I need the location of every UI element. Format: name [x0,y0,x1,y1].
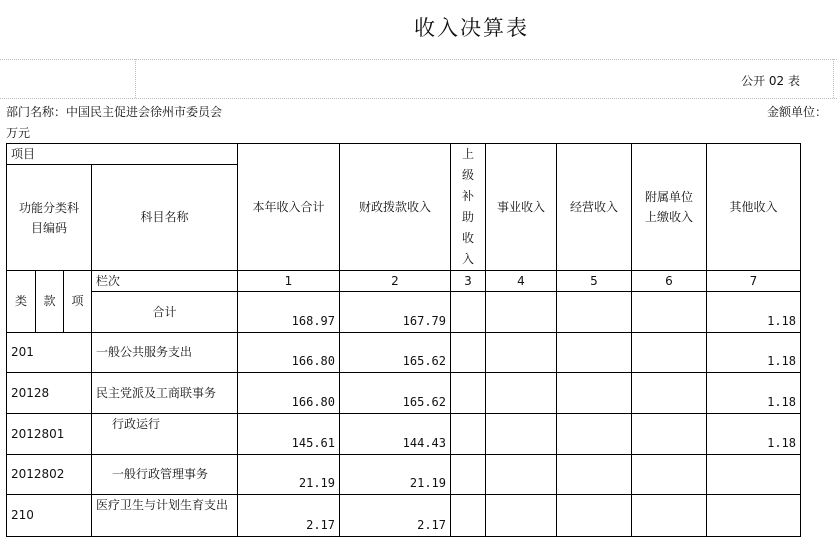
cell-operating [557,333,632,373]
cell-name: 医疗卫生与计划生育支出 [92,495,238,537]
cell-total: 168.97 [238,292,340,333]
cell-other: 1.18 [707,333,801,373]
cell-affiliated [632,414,707,455]
col-number: 5 [557,271,632,292]
cell-fiscal: 21.19 [340,455,451,495]
cell-upper [451,373,486,414]
cell-total: 166.80 [238,333,340,373]
cell-name: 民主党派及工商联事务 [92,373,238,414]
cell-total: 145.61 [238,414,340,455]
header-affiliated-income [632,144,707,271]
cell-other [707,455,801,495]
header-project: 项目 [7,144,238,165]
table-row [7,373,801,414]
cell-operating [557,292,632,333]
cell-business [486,333,557,373]
header-upper-subsidy-text: 上级补助收入 [462,147,475,266]
cell-upper [451,455,486,495]
header-lanci: 栏次 [92,271,238,292]
cell-fiscal: 165.62 [340,373,451,414]
cell-upper [451,495,486,537]
cell-fiscal: 144.43 [340,414,451,455]
header-subject-name: 科目名称 [92,165,238,271]
divider [833,59,834,98]
header-func-code [7,165,92,271]
cell-total: 21.19 [238,455,340,495]
cell-business [486,495,557,537]
table-row [7,414,801,455]
form-number: 公开 02 表 [741,74,800,88]
cell-affiliated [632,373,707,414]
cell-affiliated [632,495,707,537]
income-table [6,143,801,537]
cell-fiscal: 165.62 [340,333,451,373]
header-operating-income: 经营收入 [557,144,632,271]
header-affiliated-text: 附属单位上缴收入 [644,190,693,224]
table-row [7,455,801,495]
header-func-code-text: 功能分类科目编码 [18,200,79,235]
cell-upper [451,414,486,455]
cell-operating [557,373,632,414]
divider [135,59,136,98]
cell-total: 166.80 [238,373,340,414]
cell-affiliated [632,292,707,333]
cell-fiscal: 167.79 [340,292,451,333]
table-row [7,333,801,373]
amount-unit-label: 金额单位： [766,105,827,119]
cell-name: 一般公共服务支出 [92,333,238,373]
header-upper-subsidy [451,144,486,271]
col-number: 1 [238,271,340,292]
department-name: 部门名称：中国民主促进会徐州市委员会 [6,105,223,119]
cell-other: 1.18 [707,292,801,333]
cell-business [486,373,557,414]
col-number: 3 [451,271,486,292]
divider [0,98,837,99]
table-row [7,495,801,537]
amount-unit-value: 万元 [6,126,31,140]
cell-business [486,292,557,333]
cell-fiscal: 2.17 [340,495,451,537]
cell-name: 一般行政管理事务 [92,455,238,495]
cell-code: 2012801 [7,414,92,455]
cell-affiliated [632,455,707,495]
header-fiscal-income: 财政拨款收入 [340,144,451,271]
cell-other [707,495,801,537]
col-number: 6 [632,271,707,292]
cell-code: 20128 [7,373,92,414]
cell-name: 行政运行 [92,414,238,455]
cell-code: 210 [7,495,92,537]
col-number: 2 [340,271,451,292]
cell-affiliated [632,333,707,373]
header-other-income: 其他收入 [707,144,801,271]
header-business-income: 事业收入 [486,144,557,271]
cell-other: 1.18 [707,373,801,414]
cell-code: 201 [7,333,92,373]
cell-other: 1.18 [707,414,801,455]
header-total-income: 本年收入合计 [238,144,340,271]
cell-operating [557,495,632,537]
cell-business [486,414,557,455]
cell-total: 2.17 [238,495,340,537]
col-number: 4 [486,271,557,292]
cell-operating [557,455,632,495]
cell-business [486,455,557,495]
cell-code: 2012802 [7,455,92,495]
cell-upper [451,292,486,333]
total-label: 合计 [92,292,238,333]
page-title: 收入决算表 [414,16,529,40]
divider [0,59,837,60]
cell-upper [451,333,486,373]
col-number: 7 [707,271,801,292]
header-lei: 类 [7,271,36,333]
cell-operating [557,414,632,455]
table-row-total [7,292,801,333]
header-xiang: 项 [64,271,92,333]
header-kuan: 款 [36,271,64,333]
